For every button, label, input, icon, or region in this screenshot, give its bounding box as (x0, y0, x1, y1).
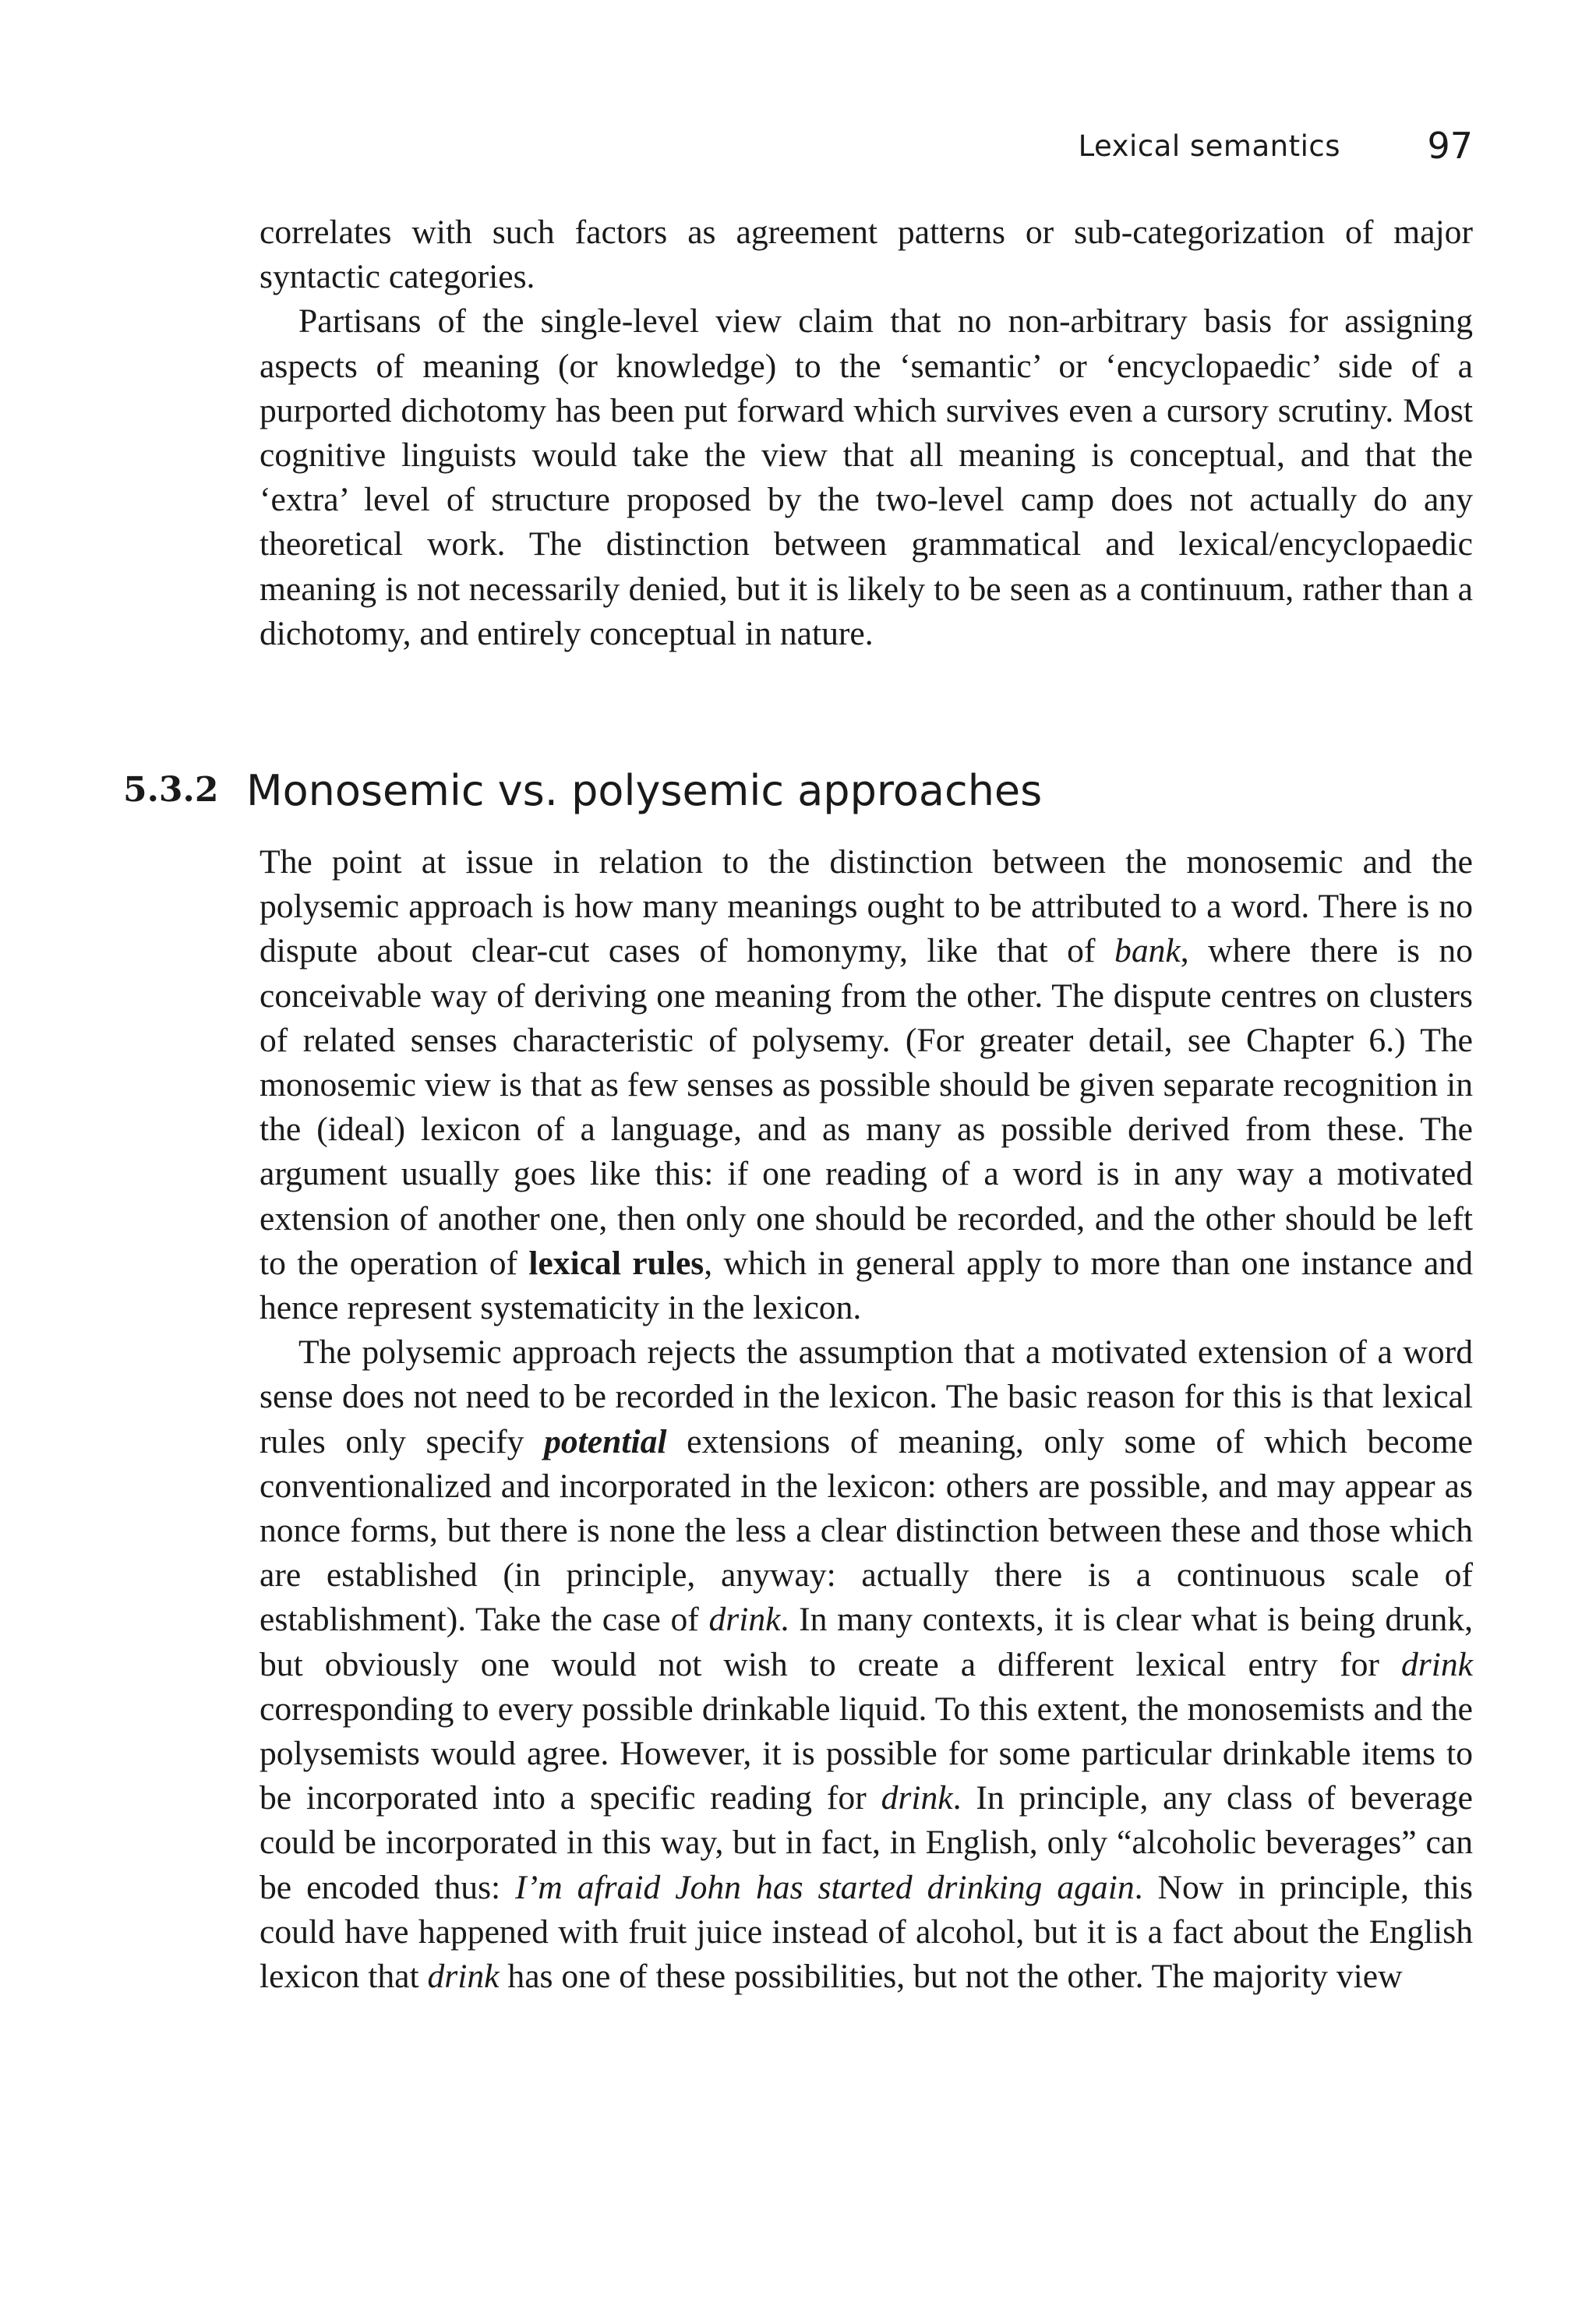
text-run: . In many contexts, it is clear what is being drunk, but obviously one would not wish to create a different lexical entry for (260, 1601, 1473, 1683)
running-head (0, 125, 1473, 171)
text-run: . Now in principle, this could have happened with fruit juice instead of alcohol, but it is a fact about the English lexicon that (260, 1868, 1474, 1996)
bold-italic-term-text: potential (544, 1422, 667, 1460)
text-run: The polysemic approach rejects the assumption that a motivated extension of a word sense does not need to be recorded in the lexicon. The basic reason for this is that lexical rules only specify (260, 1333, 1473, 1460)
section-title: Monosemic vs. polysemic approaches (246, 766, 1043, 815)
bold-italic-term (544, 1423, 666, 1460)
italic-term: drink (1400, 1645, 1473, 1683)
italic-term: drink (881, 1779, 953, 1817)
text-run: has one of these possibilities, but not the other. The majority view (499, 1958, 1403, 1996)
italic-term: drink (427, 1958, 500, 1996)
bold-term: lexical rules (528, 1244, 704, 1282)
text-run: extensions of meaning, only some of which become conventionalized and incorporated in the lexicon: others are possible, and may appear as nonce forms, but there is none the less a clear distinction between these and those which are established (in principle, anyway: actually there is a continuous scale of establishment). Take the case of (260, 1422, 1473, 1639)
text-run: corresponding to every possible drinkable liquid. To this extent, the monosemists and the polysemists would agree. However, it is possible for some particular drinkable items to be incorporated into a specific reading for (260, 1690, 1473, 1817)
italic-example: I’m afraid John has started drinking again (515, 1868, 1135, 1906)
paragraph-monosemic (260, 840, 1473, 1330)
italic-term: bank (1114, 932, 1181, 970)
paragraph-continued: correlates with such factors as agreement patterns or sub-categorization of major syntactic categories. (260, 214, 1473, 296)
text-run: , which in general apply to more than one instance and hence represent systematicity in the lexicon. (260, 1244, 1473, 1327)
continued-text-block (260, 210, 1473, 656)
text-run: , where there is no conceivable way of deriving one meaning from the other. The dispute centres on clusters of related senses characteristic of polysemy. (For greater detail, see Chapter 6.) The monosemic view is that as few senses as possible should be given separate recognition in the (ideal) lexicon of a language, and as many as possible derived from these. The argument usually goes like this: if one reading of a word is in any way a motivated extension of another one, then only one should be recorded, and the other should be left to the operation of (260, 932, 1474, 1282)
section-heading (123, 766, 1473, 821)
section-body (260, 840, 1473, 1999)
running-head-title: Lexical semantics (1078, 129, 1340, 163)
paragraph-polysemic (260, 1330, 1473, 1999)
section-number: 5.3.2 (123, 770, 219, 810)
italic-term: drink (708, 1601, 781, 1639)
text-run: . In principle, any class of beverage could be incorporated in this way, but in fact, in English, only “alcoholic beverages” can be encoded thus: (260, 1779, 1473, 1906)
page-number: 97 (1427, 125, 1473, 167)
paragraph-partisans: Partisans of the single-level view claim that no non-arbitrary basis for assigning aspects of meaning (or knowledge) to the ‘semantic’ or ‘encyclopaedic’ side of a purported dichotomy has been put forward which survives even a cursory scrutiny. Most cognitive linguists would take the view that all meaning is conceptual, and that the ‘extra’ level of structure proposed by the two-level camp does not actually do any theoretical work. The distinction between grammatical and lexical/encyclopaedic meaning is not necessarily denied, but it is likely to be seen as a continuum, rather than a dichotomy, and entirely conceptual in nature. (260, 302, 1473, 652)
text-run: The point at issue in relation to the distinction between the monosemic and the polysemic approach is how many meanings ought to be attributed to a word. There is no dispute about clear-cut cases of homonymy, like that of (260, 843, 1473, 970)
